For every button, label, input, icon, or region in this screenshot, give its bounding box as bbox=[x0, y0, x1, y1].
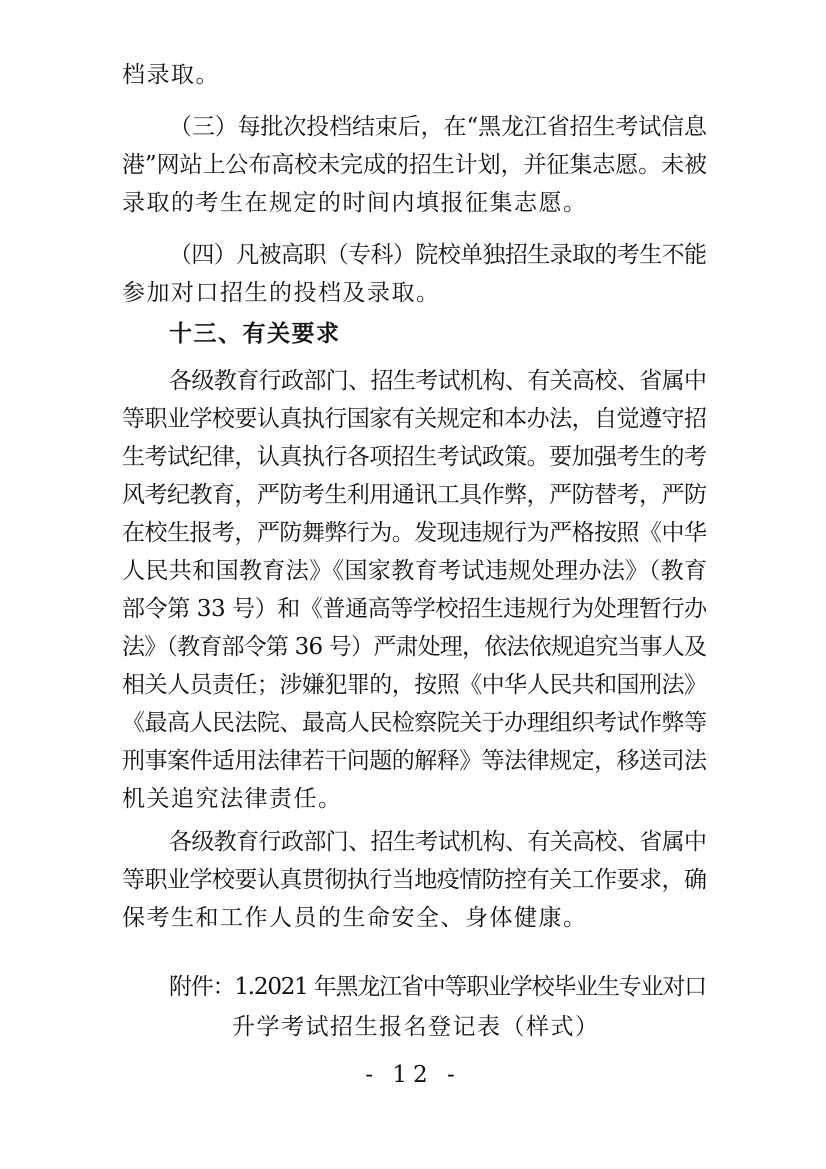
text-line: 港”网站上公布高校未完成的招生计划，并征集志愿。未被 bbox=[122, 152, 707, 178]
text-line: 等职业学校要认真执行国家有关规定和本办法，自觉遵守招 bbox=[122, 406, 707, 432]
page-number: - 12 - bbox=[365, 1062, 461, 1088]
text-line: （四）凡被高职（专科）院校单独招生录取的考生不能 bbox=[169, 242, 707, 268]
section-heading: 十三、有关要求 bbox=[169, 321, 341, 347]
text-line: 档录取。 bbox=[122, 62, 220, 88]
text-line: 部令第 33 号）和《普通高等学校招生违规行为处理暂行办 bbox=[122, 596, 707, 622]
text-line: 附件：1.2021 年黑龙江省中等职业学校毕业生专业对口 bbox=[169, 974, 706, 1000]
text-line: 生考试纪律，认真执行各项招生考试政策。要加强考生的考 bbox=[122, 444, 707, 470]
text-line: 刑事案件适用法律若干问题的解释》等法律规定，移送司法 bbox=[122, 748, 707, 774]
text-line: 升学考试招生报名登记表（样式） bbox=[232, 1014, 600, 1040]
text-line: 各级教育行政部门、招生考试机构、有关高校、省属中 bbox=[169, 829, 707, 855]
text-line: 机关追究法律责任。 bbox=[122, 786, 343, 812]
text-line: 相关人员责任；涉嫌犯罪的，按照《中华人民共和国刑法》 bbox=[122, 672, 707, 698]
text-line: 法》（教育部令第 36 号）严肃处理，依法依规追究当事人及 bbox=[122, 634, 707, 660]
text-line: 《最高人民法院、最高人民检察院关于办理组织考试作弊等 bbox=[122, 710, 707, 736]
text-line: （三）每批次投档结束后，在“黑龙江省招生考试信息 bbox=[169, 114, 707, 140]
text-line: 在校生报考，严防舞弊行为。发现违规行为严格按照《中华 bbox=[122, 520, 707, 546]
text-line: 等职业学校要认真贯彻执行当地疫情防控有关工作要求，确 bbox=[122, 867, 707, 893]
text-line: 录取的考生在规定的时间内填报征集志愿。 bbox=[122, 190, 588, 216]
text-line: 风考纪教育，严防考生利用通讯工具作弊，严防替考，严防 bbox=[122, 482, 707, 508]
text-line: 人民共和国教育法》《国家教育考试违规处理办法》（教育 bbox=[122, 558, 708, 584]
text-line: 各级教育行政部门、招生考试机构、有关高校、省属中 bbox=[169, 368, 707, 394]
text-line: 保考生和工作人员的生命安全、身体健康。 bbox=[122, 905, 588, 931]
text-line: 参加对口招生的投档及录取。 bbox=[122, 280, 441, 306]
